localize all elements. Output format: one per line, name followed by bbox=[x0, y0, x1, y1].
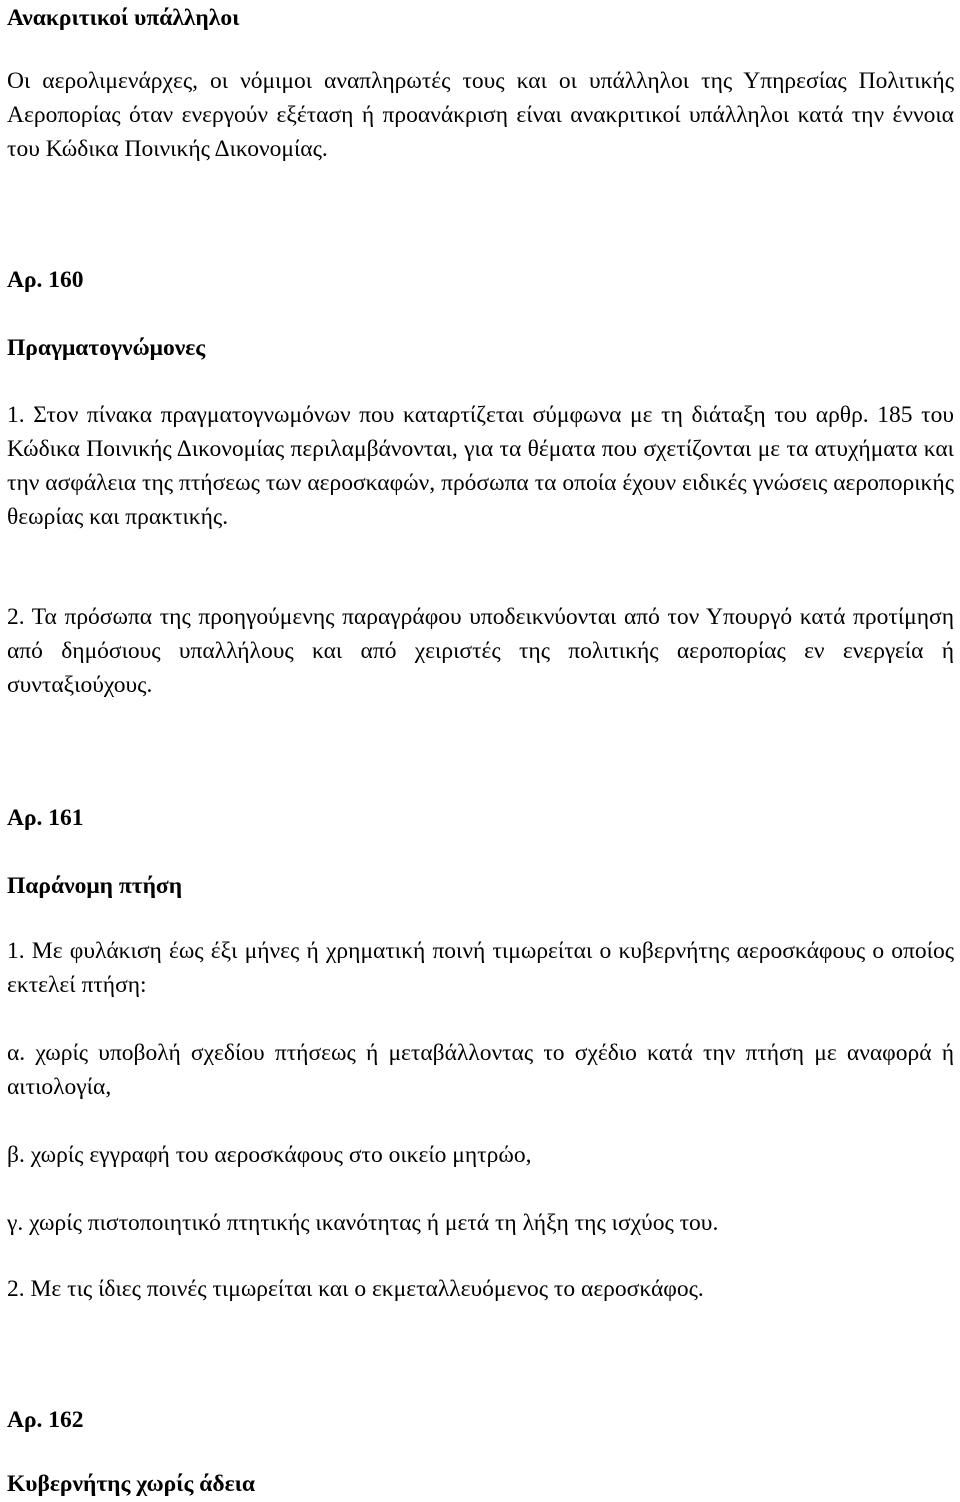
paragraph-illegal-flight-a: α. χωρίς υποβολή σχεδίου πτήσεως ή μεταβάλλοντας το σχέδιο κατά την πτήση με αναφορά ή αιτιολογία, bbox=[7, 1040, 954, 1100]
article-number-160: Αρ. 160 bbox=[7, 267, 84, 293]
paragraph-experts-2: 2. Τα πρόσωπα της προηγούμενης παραγράφου υποδεικνύονται από τον Υπουργό κατά προτίμηση από δημόσιους υπαλλήλους και από χειριστές της πολιτικής αεροπορίας εν ενεργεία ή συνταξιούχους. bbox=[7, 604, 954, 698]
section-heading-illegal-flight: Παράνομη πτήση bbox=[7, 873, 183, 899]
paragraph-illegal-flight-2: 2. Με τις ίδιες ποινές τιμωρείται και ο εκμεταλλευόμενος το αεροσκάφος. bbox=[7, 1276, 704, 1302]
article-number-161: Αρ. 161 bbox=[7, 805, 84, 831]
paragraph-illegal-flight-c: γ. χωρίς πιστοποιητικό πτητικής ικανότητας ή μετά τη λήξη της ισχύος του. bbox=[7, 1210, 719, 1236]
paragraph-illegal-flight-1: 1. Με φυλάκιση έως έξι μήνες ή χρηματική ποινή τιμωρείται ο κυβερνήτης αεροσκάφους ο οποίος εκτελεί πτήση: bbox=[7, 938, 954, 998]
section-heading-investigating-officers: Ανακριτικοί υπάλληλοι bbox=[7, 5, 240, 31]
paragraph-investigating-officers: Οι αερολιμενάρχες, οι νόμιμοι αναπληρωτές τους και οι υπάλληλοι της Υπηρεσίας Πολιτικής Αεροπορίας όταν ενεργούν εξέταση ή προανάκριση είναι ανακριτικοί υπάλληλοι κατά την έννοια του Κώδικα Ποινικής Δικονομίας. bbox=[7, 68, 954, 162]
section-heading-captain-without-license: Κυβερνήτης χωρίς άδεια bbox=[7, 1471, 256, 1497]
article-number-162: Αρ. 162 bbox=[7, 1407, 84, 1433]
section-heading-experts: Πραγματογνώμονες bbox=[7, 335, 206, 361]
paragraph-illegal-flight-b: β. χωρίς εγγραφή του αεροσκάφους στο οικείο μητρώο, bbox=[7, 1142, 532, 1168]
paragraph-experts-1: 1. Στον πίνακα πραγματογνωμόνων που καταρτίζεται σύμφωνα με τη διάταξη του αρθρ. 185 του Κώδικα Ποινικής Δικονομίας περιλαμβάνονται, για τα θέματα που σχετίζονται με τα ατυχήματα και την ασφάλεια της πτήσεως των αεροσκαφών, πρόσωπα τα οποία έχουν ειδικές γνώσεις αεροπορικής θεωρίας και πρακτικής. bbox=[7, 402, 954, 530]
